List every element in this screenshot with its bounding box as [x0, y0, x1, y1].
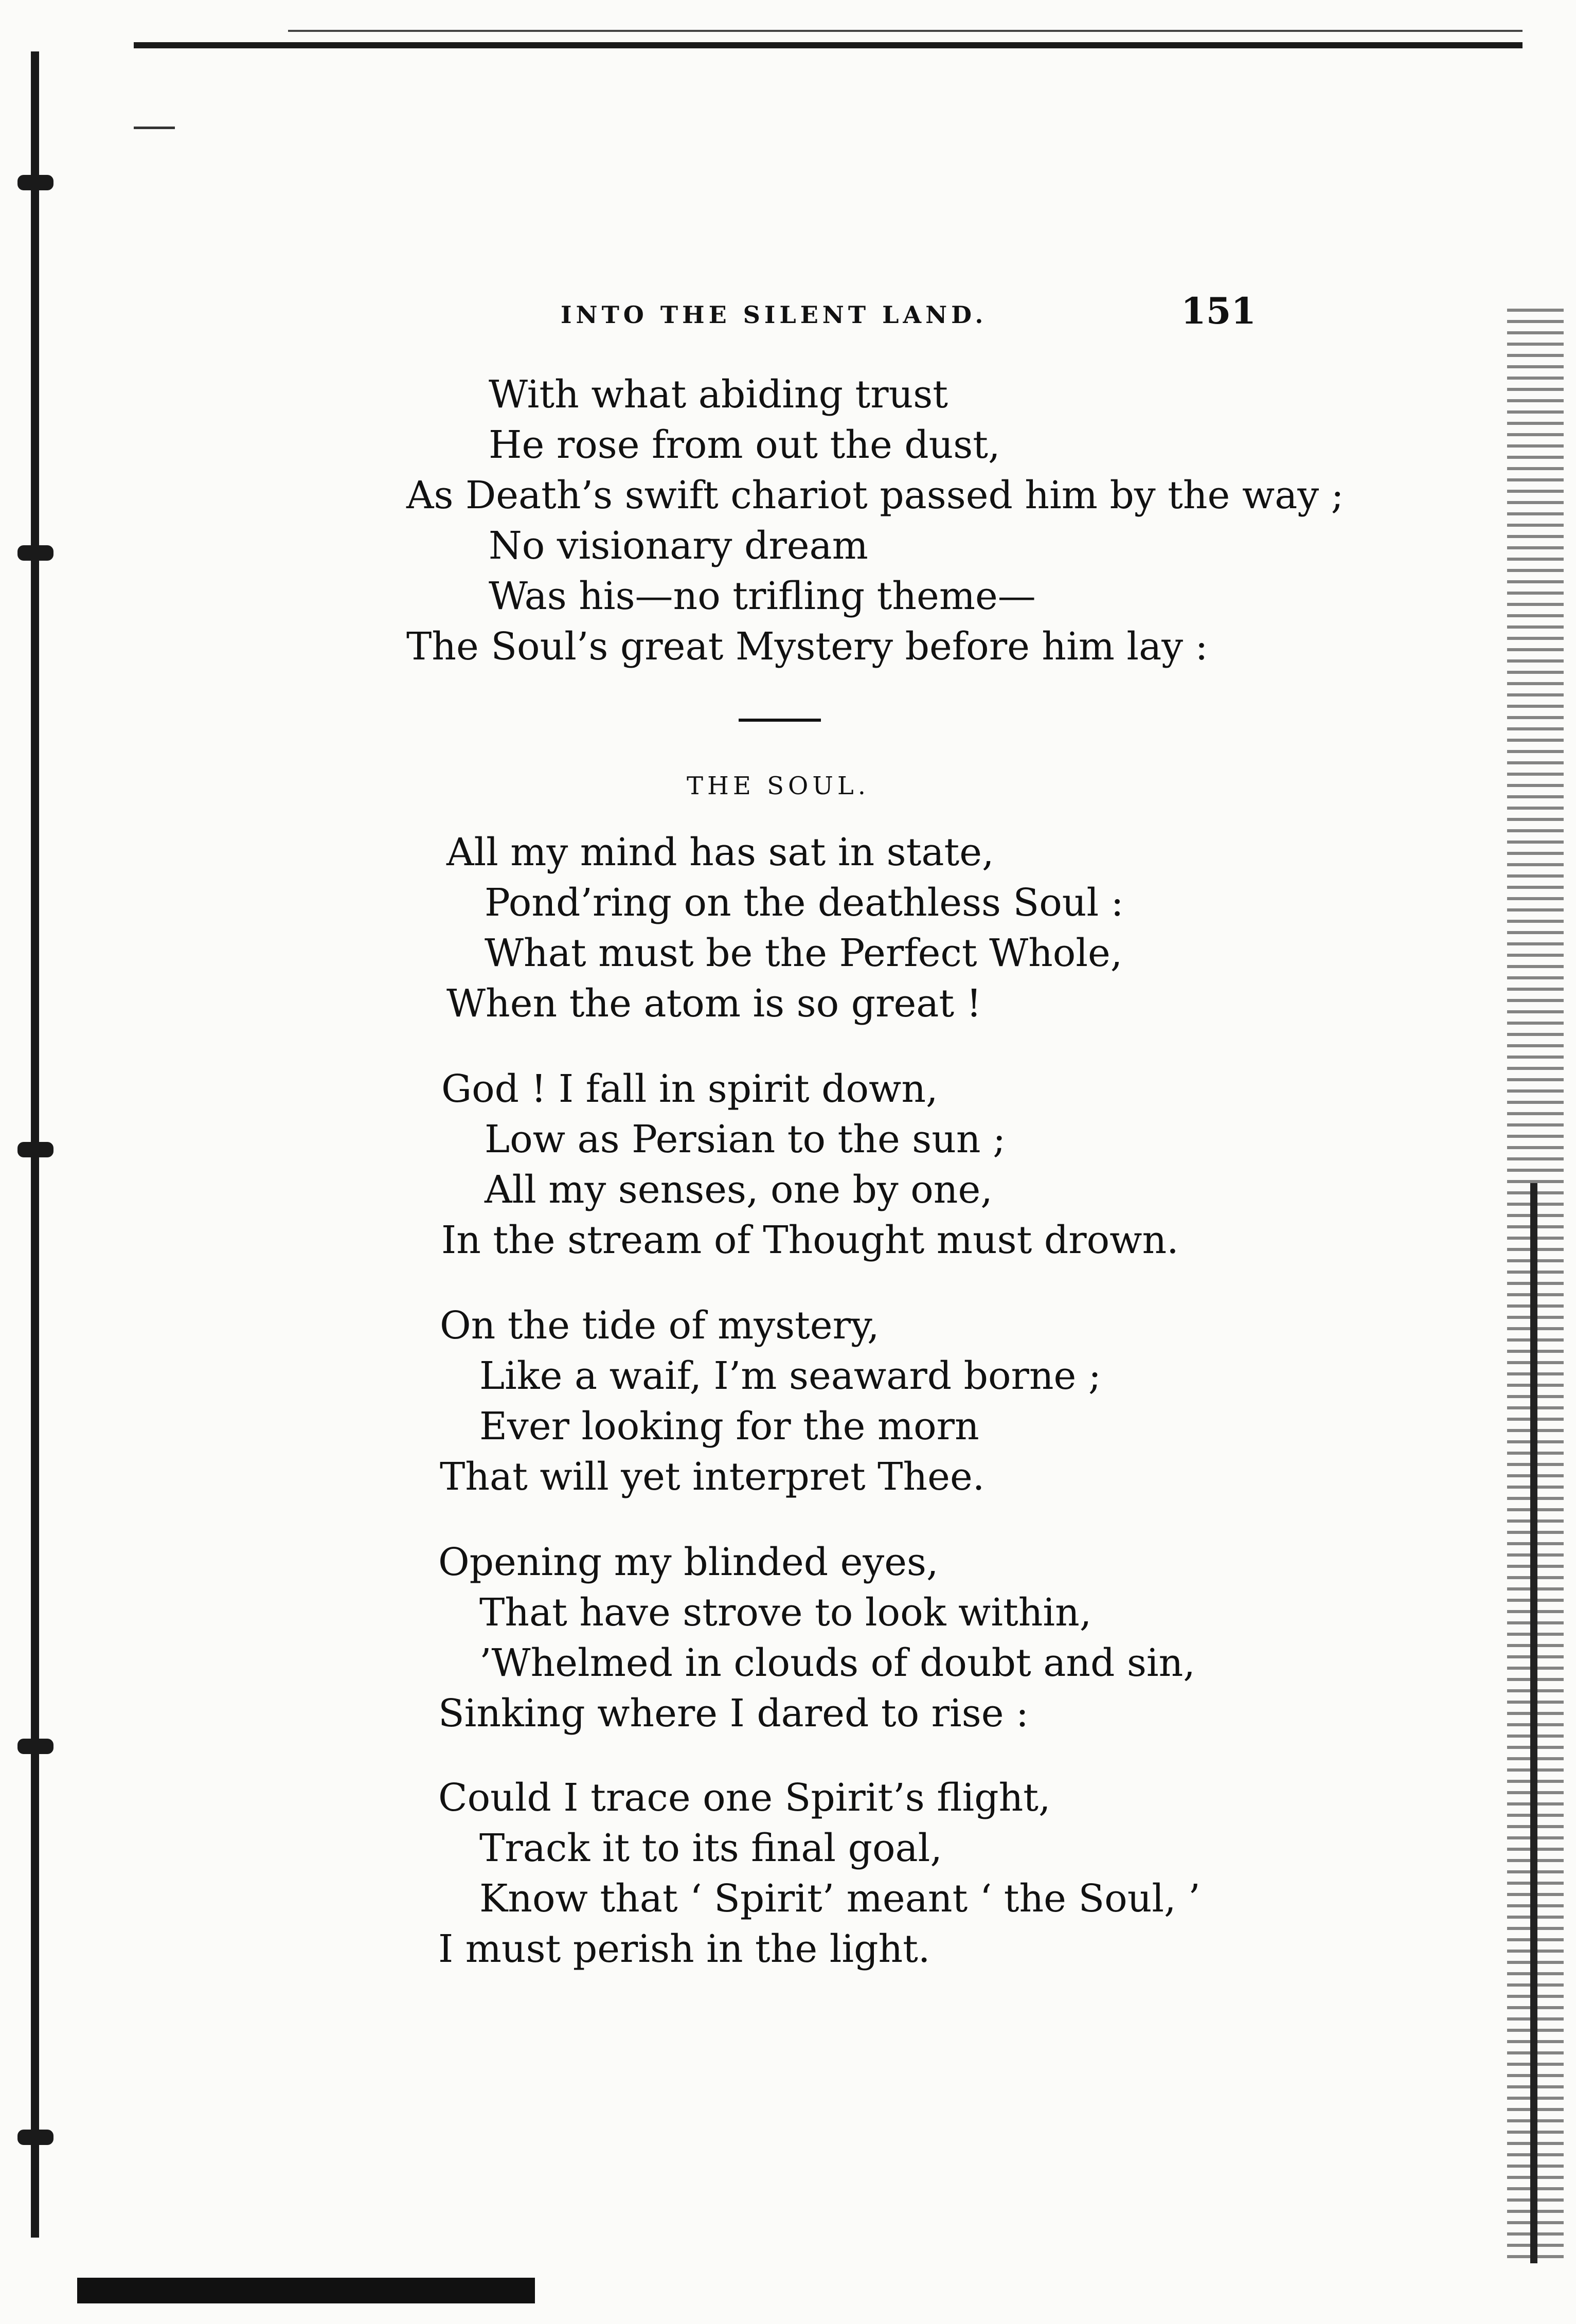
verse-line: The Soul’s great Mystery before him lay :: [406, 624, 1208, 669]
verse-line: ’Whelmed in clouds of doubt and sin,: [479, 1641, 1195, 1685]
verse-line: Was his—no trifling theme—: [489, 574, 1036, 618]
verse-line: Opening my blinded eyes,: [438, 1540, 939, 1584]
top-rule-thin: [288, 30, 1523, 32]
verse-line: With what abiding trust: [489, 372, 948, 417]
verse-line: That have strove to look within,: [479, 1590, 1092, 1635]
right-edge-line: [1530, 1183, 1537, 2263]
verse-line: All my mind has sat in state,: [446, 830, 994, 874]
page-number: 151: [1181, 290, 1257, 332]
binding-knot: [17, 545, 53, 561]
verse-line: No visionary dream: [489, 524, 868, 568]
verse-line: When the atom is so great !: [446, 981, 982, 1026]
verse-line: Know that ‘ Spirit’ meant ‘ the Soul, ’: [479, 1876, 1201, 1921]
verse-line: Could I trace one Spirit’s flight,: [438, 1776, 1051, 1820]
verse-line: On the tide of mystery,: [440, 1303, 880, 1348]
binding-knot: [17, 1142, 53, 1157]
verse-line: That will yet interpret Thee.: [440, 1455, 985, 1499]
verse-line: I must perish in the light.: [438, 1927, 930, 1971]
verse-line: Track it to its final goal,: [479, 1826, 942, 1870]
verse-line: Sinking where I dared to rise :: [438, 1691, 1029, 1736]
binding-knot: [17, 2130, 53, 2145]
verse-line: In the stream of Thought must drown.: [441, 1218, 1179, 1262]
verse-line: God ! I fall in spirit down,: [441, 1067, 938, 1111]
section-divider: [739, 719, 821, 722]
verse-line: Pond’ring on the deathless Soul :: [485, 881, 1124, 925]
verse-line: He rose from out the dust,: [489, 423, 1000, 467]
margin-dash: [134, 127, 175, 129]
binding-knot: [17, 1739, 53, 1754]
verse-line: Like a waif, I’m seaward borne ;: [479, 1354, 1101, 1398]
poem-title: THE SOUL.: [687, 772, 870, 800]
verse-line: As Death’s swift chariot passed him by the way ;: [406, 473, 1344, 517]
verse-line: Low as Persian to the sun ;: [485, 1117, 1006, 1161]
top-rule: [134, 42, 1523, 48]
bottom-bar: [77, 2278, 535, 2303]
binding-knot: [17, 175, 53, 190]
verse-line: All my senses, one by one,: [485, 1168, 993, 1212]
running-head: INTO THE SILENT LAND.: [561, 301, 988, 329]
verse-line: Ever looking for the morn: [479, 1404, 979, 1449]
verse-line: What must be the Perfect Whole,: [485, 931, 1123, 975]
